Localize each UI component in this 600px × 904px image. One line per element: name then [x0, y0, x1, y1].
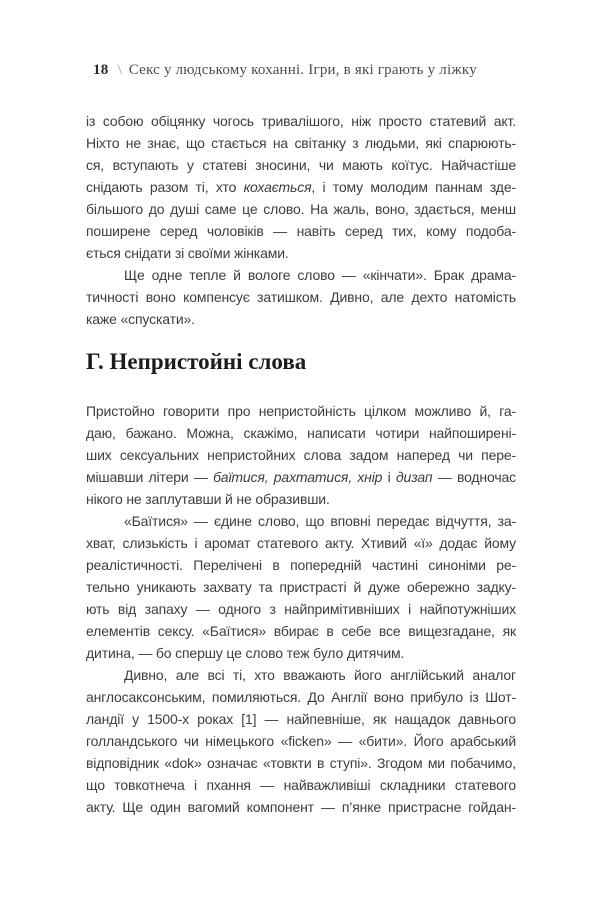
text-line [86, 620, 516, 642]
book-title: Секс у людському коханні. Ігри, в які грають у ліжку [128, 62, 477, 78]
section-paragraphs [86, 400, 516, 818]
italic-text-segment: кохається [243, 179, 312, 195]
text-line [86, 686, 516, 708]
text-segment: тичності воно компенсує затишком. Дивно, але дехто натомість [86, 289, 516, 305]
text-line [86, 154, 516, 176]
paragraph [86, 264, 516, 330]
paragraph [86, 400, 516, 510]
text-segment: тельно уникають захвату та пристрасті й дуже обережно задку- [86, 579, 516, 595]
text-segment: даю, бажано. Можна, скажімо, написати чотири найпоширені- [86, 425, 516, 441]
text-line [86, 554, 516, 576]
text-line [86, 708, 516, 730]
text-segment: хват, слизькість і аромат статевого акту. Хтивий «ї» додає йому [86, 535, 516, 551]
text-segment: снідають разом ті, хто [86, 179, 244, 195]
italic-text-segment: дизап [395, 469, 433, 485]
text-line [86, 642, 516, 664]
text-segment: англосаксонським, помиляються. До Англії воно прибуло із Шот- [86, 689, 516, 705]
text-line [86, 752, 516, 774]
text-segment: поширене серед чоловіків — навіть серед тих, кому подоба- [86, 223, 516, 239]
text-segment: Дивно, але всі ті, хто вважають його англійський аналог [124, 667, 516, 683]
text-segment: відповідник «dok» означає «товкти в ступі». Згодом ми побачимо, [86, 755, 516, 771]
text-segment: ють від запаху — одного з найпримітивніших і найпотужніших [86, 601, 516, 617]
text-line [86, 576, 516, 598]
text-segment: «Баїтися» — єдине слово, що вповні передає відчуття, за- [124, 513, 516, 529]
text-line [86, 774, 516, 796]
section-heading: Г. Непристойні слова [86, 349, 307, 374]
text-segment: мішавши літери — [86, 469, 214, 485]
text-segment: акту. Ще один вагомий компонент — п’янке пристрасне гойдан- [86, 799, 516, 815]
text-line [86, 422, 516, 444]
text-line [86, 242, 516, 264]
text-segment: дитина, — бо спершу це слово теж було дитячим. [86, 645, 405, 661]
text-segment: і [382, 469, 396, 485]
page-number: 18 [93, 62, 109, 78]
text-line [86, 532, 516, 554]
page-content [86, 110, 516, 818]
text-line [86, 110, 516, 132]
text-segment: , і тому молодим паннам зде- [311, 179, 516, 195]
text-segment: Ще одне тепле й вологе слово — «кінчати». Брак драма- [124, 267, 516, 283]
paragraph [86, 510, 516, 664]
text-segment: більшого до душі саме це слово. На жаль, воно, здається, менш [86, 201, 516, 217]
intro-paragraphs [86, 110, 516, 330]
text-line [86, 198, 516, 220]
text-line [86, 444, 516, 466]
running-header [93, 61, 533, 80]
text-segment: каже «спускати». [86, 311, 195, 327]
text-segment: голландського чи німецького «ficken» — «бити». Його арабський [86, 733, 516, 749]
text-line [86, 796, 516, 818]
text-segment: ших сексуальних непристойних слова задом наперед чи пере- [86, 447, 516, 463]
text-line [86, 176, 516, 198]
text-line [86, 730, 516, 752]
text-line [86, 510, 516, 532]
text-line [86, 664, 516, 686]
text-line [86, 400, 516, 422]
text-segment: реалістичності. Перелічені в попередній частині синоніми ре- [86, 557, 516, 573]
text-line [86, 466, 516, 488]
text-line [86, 488, 516, 510]
text-segment: ландії у 1500-х роках [1] — найпевніше, як нащадок давнього [86, 711, 516, 727]
text-line [86, 220, 516, 242]
text-line [86, 308, 516, 330]
paragraph [86, 664, 516, 818]
text-segment: ся, вступають у статеві зносини, чи мають коїтус. Найчастіше [86, 157, 516, 173]
text-segment: ється снідати зі своїми жінками. [86, 245, 289, 261]
text-line [86, 286, 516, 308]
text-line [86, 264, 516, 286]
text-segment: — водночас [432, 469, 516, 485]
text-line [86, 598, 516, 620]
text-segment: із собою обіцянку чогось тривалішого, ніж просто статевий акт. [86, 113, 516, 129]
text-segment: що товкотнеча і пхання — найважливіші складники статевого [86, 777, 516, 793]
text-segment: елементів сексу. «Баїтися» вбирає в себе все вищезгадане, як [86, 623, 516, 639]
text-line [86, 132, 516, 154]
header-separator: \ [117, 62, 122, 78]
italic-text-segment: баїтися, рахтатися, хнір [213, 469, 383, 485]
paragraph [86, 110, 516, 264]
text-segment: нікого не заплутавши й не образивши. [86, 491, 330, 507]
text-segment: Пристойно говорити про непристойність цілком можливо й, га- [86, 403, 516, 419]
text-segment: Ніхто не знає, що стається на світанку з людьми, які спарюють- [86, 135, 516, 151]
